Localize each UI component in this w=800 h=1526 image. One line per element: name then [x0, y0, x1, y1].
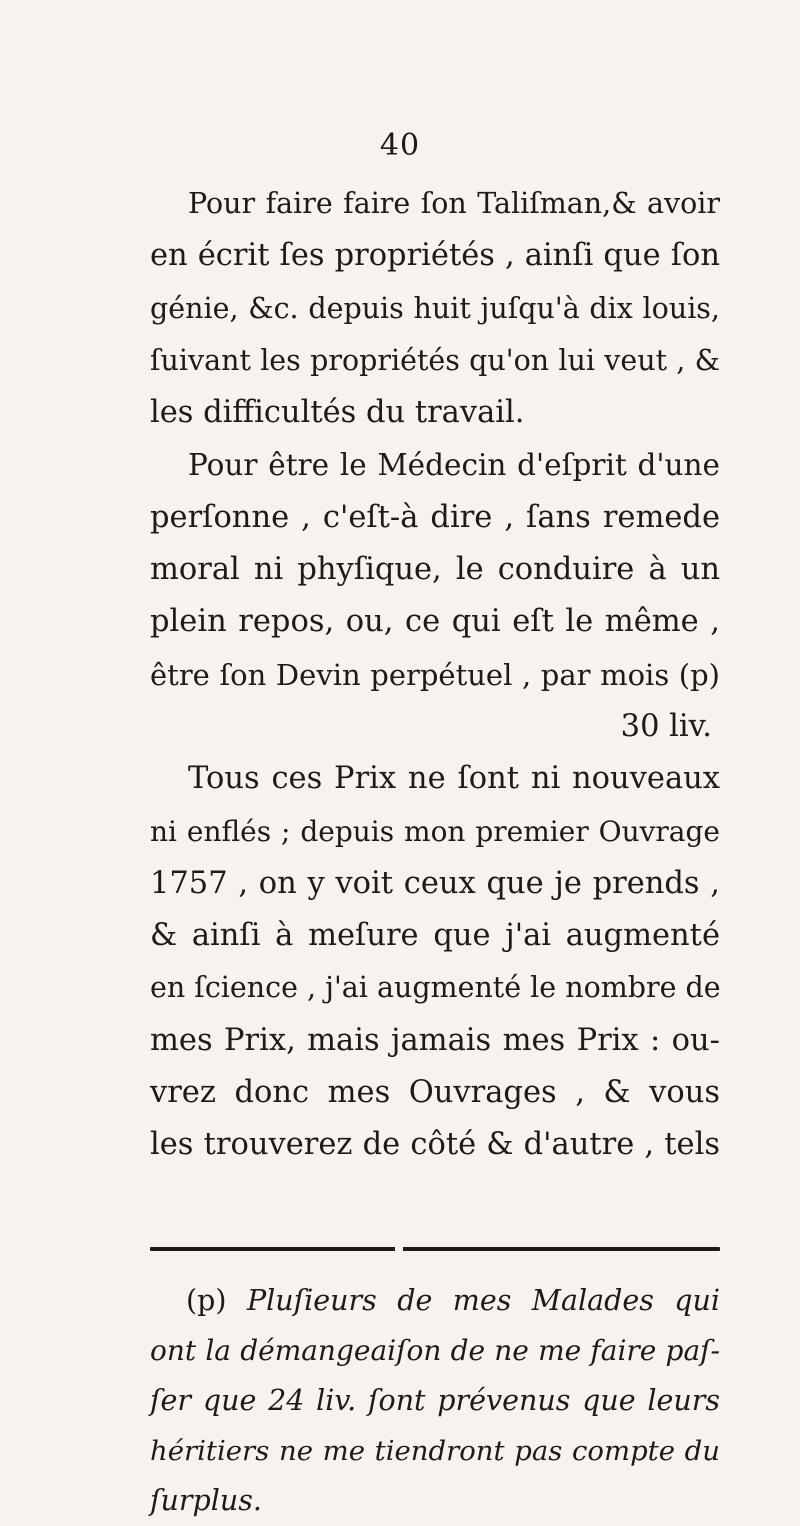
text-line: les difficultés du travail. — [150, 395, 525, 431]
text-line: perſonne , c'eſt-à dire , ſans remede — [150, 499, 720, 535]
footnote-divider — [150, 1247, 720, 1251]
paragraph-talisman — [150, 178, 720, 439]
price-line: 30 liv. — [620, 708, 712, 744]
text-line: ni enflés ; depuis mon premier Ouvrage — [150, 814, 720, 848]
text-line: Pour être le Médecin d'eſprit d'une — [188, 448, 720, 483]
footnote-text: Pluſieurs de mes Malades qui — [246, 1284, 721, 1317]
text-line: génie, &c. depuis huit juſqu'à dix louis, — [150, 291, 720, 325]
text-line: moral ni phyſique, le conduire à un — [150, 552, 720, 588]
text-line: être ſon Devin perpétuel , par mois (p) — [150, 657, 720, 692]
paragraph-medecin — [150, 439, 720, 753]
footnote-line — [150, 1276, 720, 1326]
text-line: en écrit ſes propriétés , ainſi que ſon — [150, 238, 720, 274]
footnote-line: ſer que 24 liv. ſont prévenus que leurs — [150, 1384, 720, 1417]
text-line: Pour faire faire ſon Taliſman,& avoir — [188, 187, 720, 220]
footnote-line: héritiers ne me tiendront pas compte du — [150, 1435, 720, 1467]
footnote-line: ont la démangeaiſon de ne me faire paſ- — [150, 1334, 720, 1367]
text-line: plein repos, ou, ce qui eſt le même , — [150, 604, 720, 640]
footnote-mark: (p) — [186, 1284, 227, 1317]
text-line: Tous ces Prix ne ſont ni nouveaux — [188, 761, 720, 797]
footnote-divider-gap — [395, 1246, 403, 1252]
page-number: 40 — [379, 128, 421, 163]
text-line: 1757 , on y voit ceux que je prends , — [150, 865, 720, 901]
text-line: ſuivant les propriétés qu'on lui veut , & — [150, 343, 720, 377]
text-line: en ſcience , j'ai augmenté le nombre de — [150, 971, 721, 1005]
paragraph-prix — [150, 753, 720, 1171]
text-line: vrez donc mes Ouvrages , & vous — [150, 1075, 720, 1111]
footnote — [150, 1276, 720, 1526]
text-line: mes Prix, mais jamais mes Prix : ou- — [150, 1022, 720, 1058]
text-line: les trouverez de côté & d'autre , tels — [150, 1127, 720, 1163]
main-text — [150, 178, 720, 1172]
footnote-line: ſurplus. — [150, 1484, 262, 1517]
text-line: & ainſi à meſure que j'ai augmenté — [150, 918, 720, 954]
